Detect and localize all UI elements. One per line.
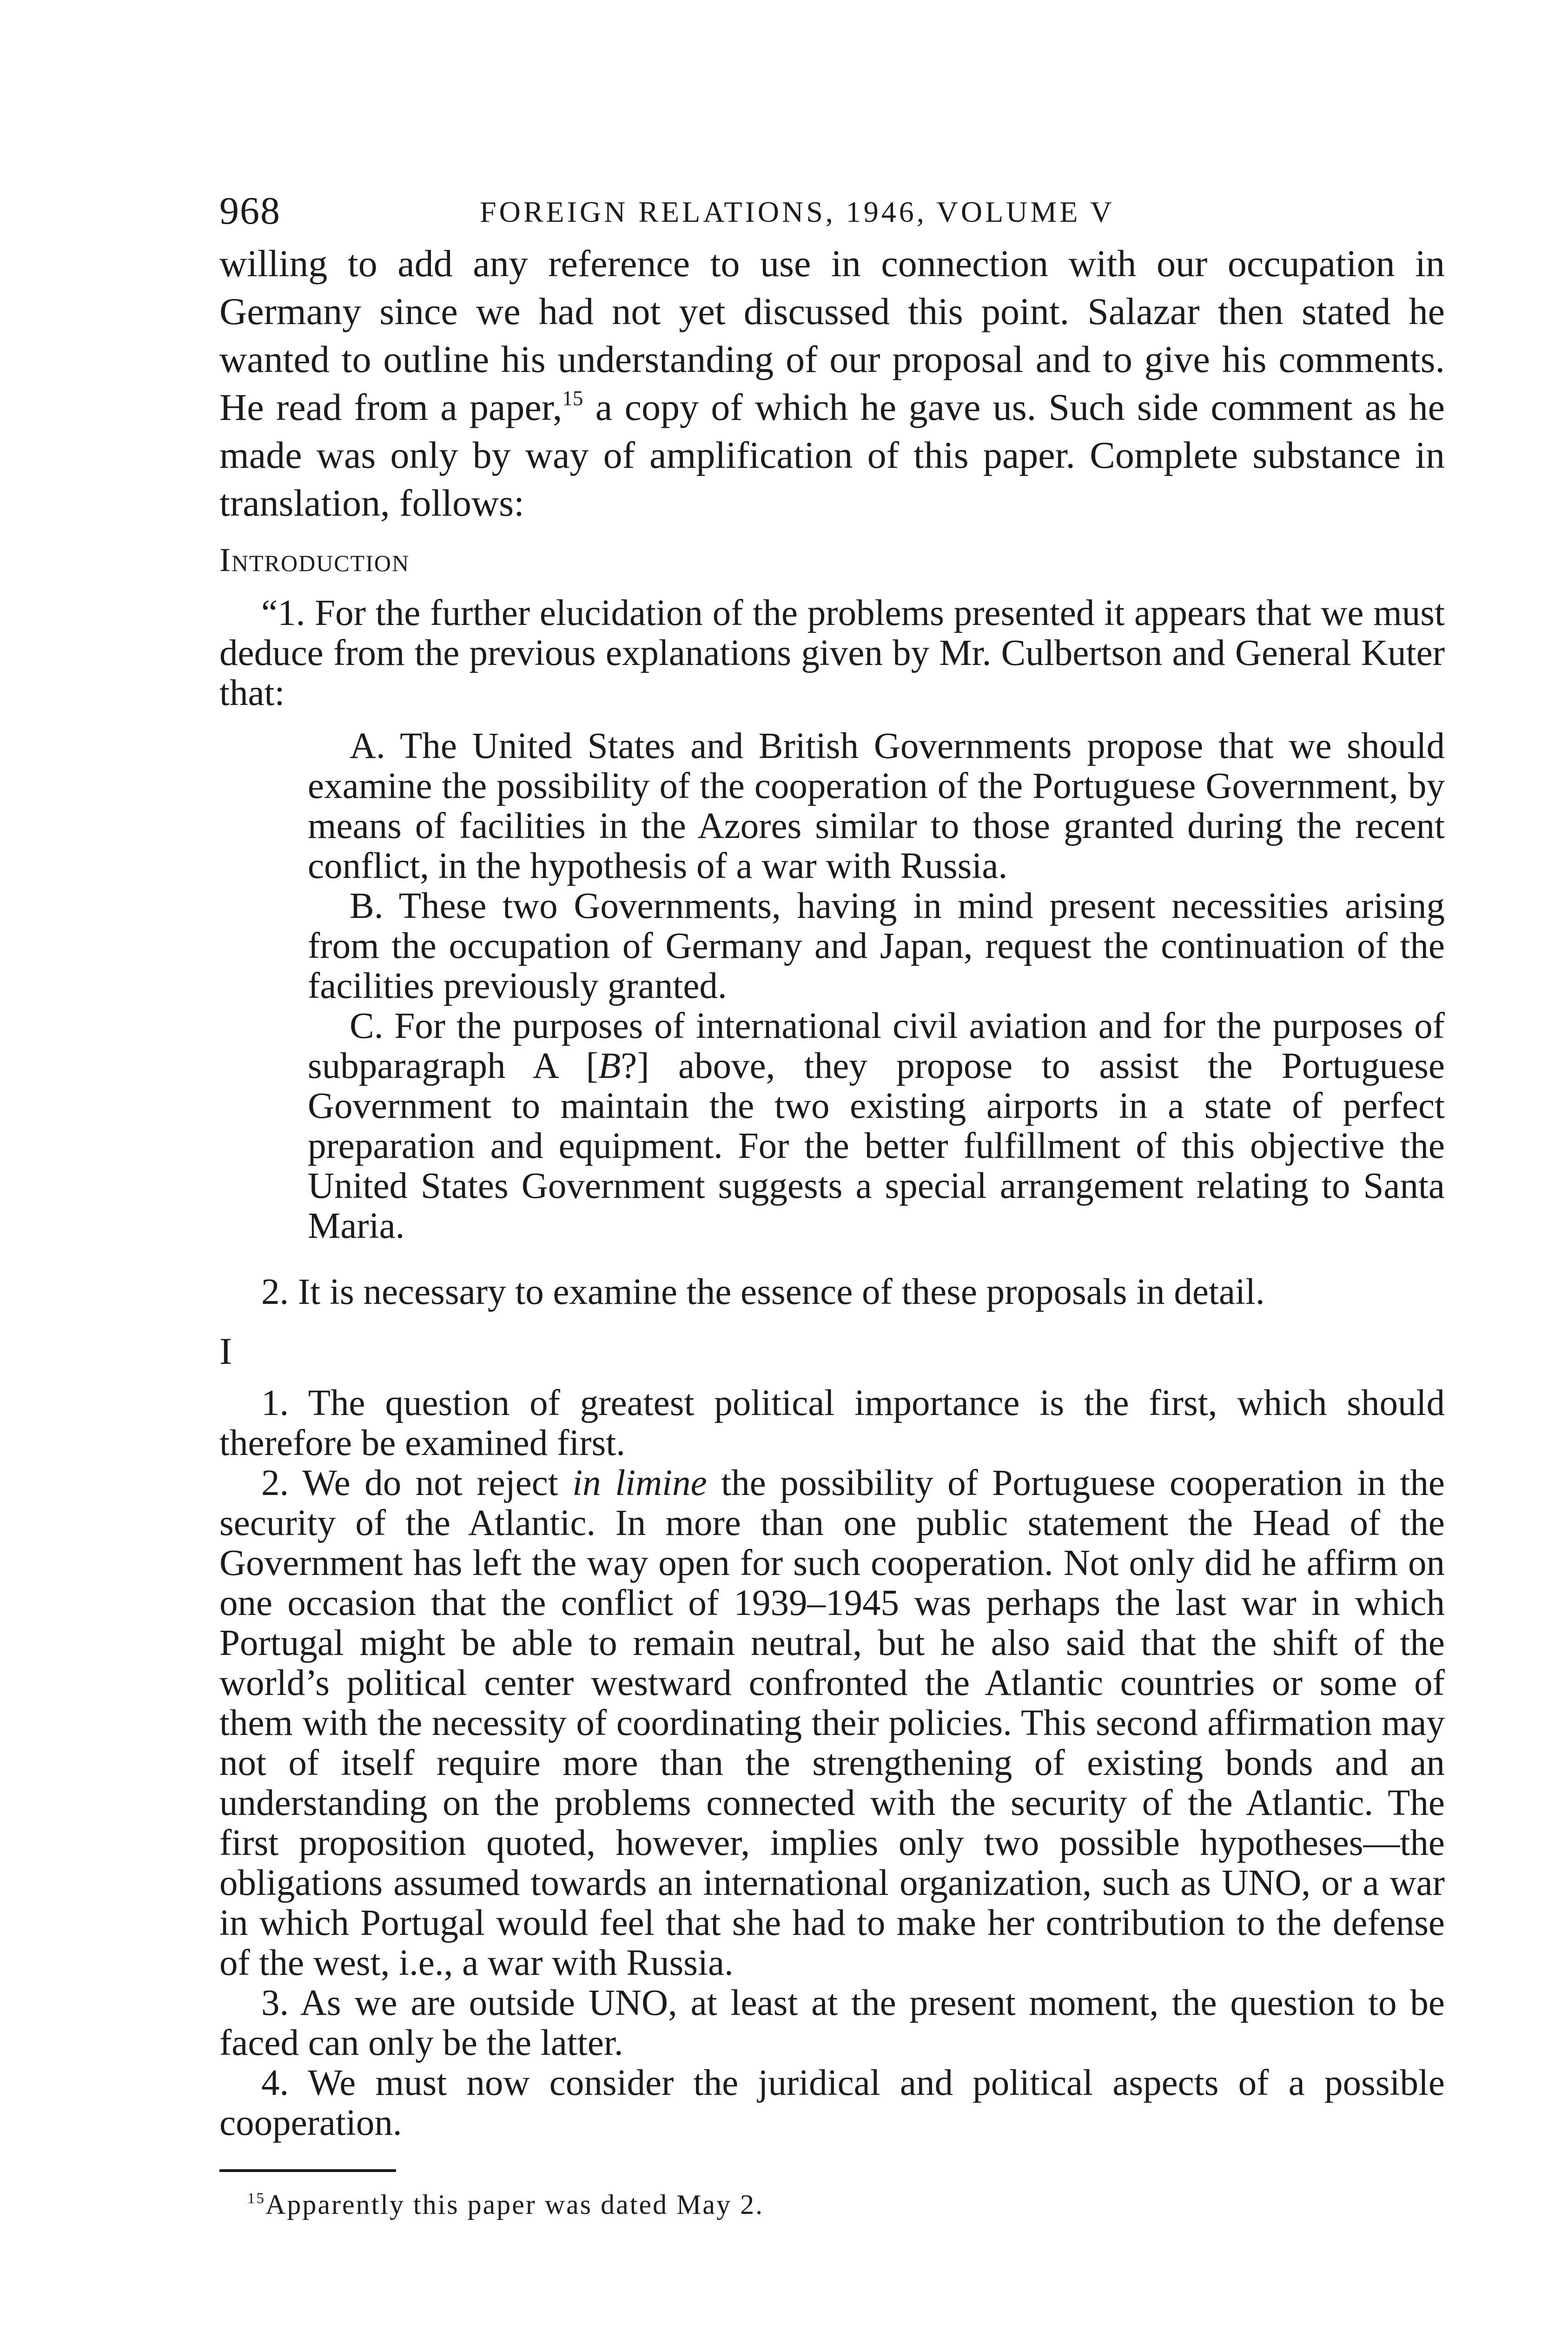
- section-one-paragraph-4: 4. We must now consider the juridical and political aspects of a possible cooperation.: [219, 2063, 1445, 2143]
- introduction-heading: Introduction: [219, 541, 410, 578]
- main-text: [219, 239, 1445, 2221]
- section-one-paragraph-1: 1. The question of greatest political importance is the first, which should therefore be examined first.: [219, 1383, 1445, 1463]
- opening-paragraph: [219, 239, 1445, 527]
- item-c-part-1: C. For the purposes of international civil aviation and for the purposes of subparagraph A [: [308, 1006, 1445, 1086]
- paragraph-2-italic: in limine: [572, 1463, 707, 1503]
- section-one-block: [219, 1383, 1445, 2143]
- introduction-item-a: A. The United States and British Governments propose that we should examine the possibility of the cooperation of the Portuguese Government, by means of facilities in the Azores similar to those granted during the recent conflict, in the hypothesis of a war with Russia.: [308, 726, 1445, 886]
- footnote-text: Apparently this paper was dated May 2.: [265, 2189, 764, 2220]
- footnote-marker: 15: [247, 2190, 265, 2207]
- section-one-heading: I: [219, 1330, 232, 1372]
- footnote-divider: [219, 2169, 396, 2172]
- section-one-paragraph-2: [219, 1463, 1445, 1983]
- running-head: FOREIGN RELATIONS, 1946, VOLUME V: [480, 195, 1115, 228]
- paragraph-2-part-2: the possibility of Portuguese cooperation in the security of the Atlantic. In more than one public statement the Head of the Government has left the way open for such cooperation. Not only did he affirm on one occasion that the conflict of 1939–1945 was perhaps the last war in which Portugal might be able to remain neutral, but he also said that the shift of the world’s political center westward confronted the Atlantic countries or some of them with the necessity of coordinating their policies. This second affirmation may not of itself require more than the strengthening of existing bonds and an understanding on the problems connected with the security of the Atlantic. The first proposition quoted, however, implies only two possible hypotheses—the obligations assumed towards an international organization, such as UNO, or a war in which Portugal would feel that she had to make her contribution to the defense of the west, i.e., a war with Russia.: [219, 1463, 1445, 1983]
- opening-text-part-1: willing to add any reference to use in connection with our occupation in Germany since we had not yet discussed this point. Salazar then stated he wanted to outline his understanding of our proposal and to give his comments. He read from a paper,: [219, 242, 1445, 428]
- page-header: [219, 188, 1445, 239]
- opening-text-part-2: a copy of which he gave us. Such side comment as he made was only by way of amplification of this paper. Complete substance in translation, follows:: [219, 386, 1445, 524]
- footnote-reference: 15: [562, 386, 583, 410]
- section-one-paragraph-3: 3. As we are outside UNO, at least at the present moment, the question to be faced can only be the latter.: [219, 1983, 1445, 2063]
- introduction-item-c: [308, 1006, 1445, 1246]
- introduction-paragraph-1: “1. For the further elucidation of the problems presented it appears that we must deduce from the previous explanations given by Mr. Culbertson and General Kuter that:: [219, 593, 1445, 713]
- introduction-block: [219, 593, 1445, 1312]
- paragraph-2-part-1: 2. We do not reject: [261, 1463, 573, 1503]
- introduction-item-b: B. These two Governments, having in mind present necessities arising from the occupation of Germany and Japan, request the continuation of the facilities previously granted.: [308, 886, 1445, 1006]
- item-c-part-2: ?] above, they propose to assist the Portuguese Government to maintain the two existing airports in a state of perfect preparation and equipment. For the better fulfillment of this objective the United States Government suggests a special arrangement relating to Santa Maria.: [308, 1046, 1445, 1246]
- page-number: 968: [219, 189, 281, 232]
- footnote: [219, 2188, 1445, 2221]
- introduction-paragraph-2: 2. It is necessary to examine the essence of these proposals in detail.: [261, 1272, 1265, 1312]
- item-c-italic: B: [598, 1046, 621, 1086]
